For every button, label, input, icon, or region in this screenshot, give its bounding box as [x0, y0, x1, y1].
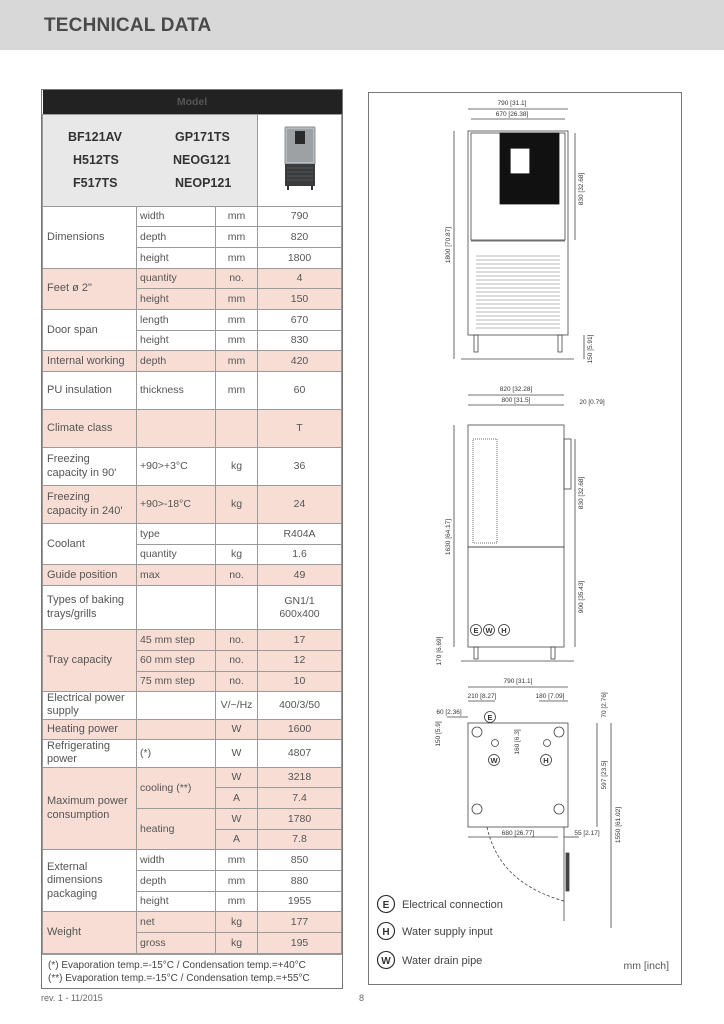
connection-symbols: [471, 625, 510, 636]
spec-group-label: Freezing capacity in 240': [43, 486, 137, 524]
spec-unit: kg: [216, 912, 258, 933]
spec-param: quantity: [137, 544, 216, 565]
spec-param: height: [137, 330, 216, 351]
model-code: BF121AV: [68, 130, 122, 144]
spec-row: [43, 524, 342, 545]
spec-group-label: Types of baking trays/grills: [43, 586, 137, 630]
spec-param: depth: [137, 351, 216, 372]
spec-value: 820: [258, 227, 342, 248]
spec-value: 7.4: [258, 788, 342, 809]
spec-unit: [216, 586, 258, 630]
spec-value: 1.6: [258, 544, 342, 565]
spec-unit: V/~/Hz: [216, 692, 258, 719]
spec-row: [43, 448, 342, 486]
spec-param: 60 mm step: [137, 650, 216, 671]
spec-row: [43, 630, 342, 651]
spec-group-label: Dimensions: [43, 206, 137, 268]
dim-label: 60 [2.36]: [436, 709, 462, 716]
spec-row: [43, 565, 342, 586]
spec-unit: mm: [216, 206, 258, 227]
spec-unit: no.: [216, 268, 258, 289]
dim-label: 55 [2.17]: [574, 830, 600, 837]
svg-text:W: W: [490, 756, 498, 765]
technical-drawing: [368, 92, 682, 985]
spec-value: 400/3/50: [258, 692, 342, 719]
spec-unit: W: [216, 740, 258, 767]
spec-row: [43, 719, 342, 740]
svg-text:H: H: [501, 626, 507, 635]
spec-value: 177: [258, 912, 342, 933]
spec-row: [43, 206, 342, 227]
spec-param: depth: [137, 871, 216, 892]
spec-value: R404A: [258, 524, 342, 545]
spec-unit: [216, 410, 258, 448]
spec-unit: mm: [216, 372, 258, 410]
product-image: [258, 115, 342, 207]
spec-unit: W: [216, 767, 258, 788]
spec-group-label: Electrical power supply: [43, 692, 137, 719]
legend: [378, 896, 670, 973]
dim-label: 800 [31.5]: [501, 397, 531, 404]
dim-label: 790 [31.1]: [503, 678, 533, 685]
spec-row: [43, 351, 342, 372]
spec-value: 150: [258, 289, 342, 310]
spec-group-label: Heating power: [43, 719, 137, 740]
legend-symbol-letter: H: [382, 927, 390, 938]
spec-param: depth: [137, 227, 216, 248]
spec-unit: kg: [216, 544, 258, 565]
spec-group-label: Guide position: [43, 565, 137, 586]
spec-group-label: Internal working: [43, 351, 137, 372]
dim-label: 170 [6.69]: [436, 636, 443, 666]
spec-value: 850: [258, 850, 342, 871]
spec-value: 36: [258, 448, 342, 486]
spec-unit: no.: [216, 650, 258, 671]
spec-unit: kg: [216, 448, 258, 486]
spec-row: [43, 586, 342, 630]
spec-group-label: Freezing capacity in 90': [43, 448, 137, 486]
dim-label: 70 [2.76]: [601, 692, 608, 718]
spec-value: 1955: [258, 891, 342, 912]
dim-label: 180 [7.09]: [535, 693, 565, 700]
blast-chiller-icon: [258, 115, 342, 202]
spec-group-label: Door span: [43, 310, 137, 351]
spec-param: 75 mm step: [137, 671, 216, 692]
spec-param: [137, 692, 216, 719]
spec-unit: A: [216, 829, 258, 850]
spec-unit: mm: [216, 227, 258, 248]
spec-unit: W: [216, 809, 258, 830]
spec-param: +90>+3°C: [137, 448, 216, 486]
page-title: TECHNICAL DATA: [44, 15, 212, 36]
footnotes: [42, 954, 342, 988]
spec-unit: no.: [216, 671, 258, 692]
spec-value: 1600: [258, 719, 342, 740]
model-code: NEOG121: [173, 153, 231, 167]
page-header: [0, 0, 724, 50]
svg-text:H: H: [543, 756, 549, 765]
spec-value: 420: [258, 351, 342, 372]
svg-text:W: W: [485, 626, 493, 635]
spec-unit: mm: [216, 289, 258, 310]
svg-text:E: E: [487, 713, 493, 722]
spec-unit: kg: [216, 486, 258, 524]
legend-text: Water supply input: [402, 926, 493, 938]
spec-param: [137, 586, 216, 630]
model-code: F517TS: [73, 176, 118, 190]
spec-unit: A: [216, 788, 258, 809]
spec-param: (*): [137, 740, 216, 767]
spec-value: 24: [258, 486, 342, 524]
dim-label: 20 [0.79]: [579, 399, 605, 406]
dim-label: 1550 [61.02]: [615, 806, 622, 844]
spec-row: [43, 767, 342, 788]
spec-unit: no.: [216, 565, 258, 586]
spec-value: 790: [258, 206, 342, 227]
spec-unit: mm: [216, 850, 258, 871]
spec-group-label: Tray capacity: [43, 630, 137, 692]
model-title: Model: [43, 90, 342, 115]
spec-param: width: [137, 850, 216, 871]
spec-param: height: [137, 289, 216, 310]
spec-param: quantity: [137, 268, 216, 289]
spec-unit: mm: [216, 871, 258, 892]
spec-unit: mm: [216, 330, 258, 351]
legend-symbol-letter: E: [382, 900, 390, 911]
models-cell: [43, 115, 258, 207]
spec-param: [137, 719, 216, 740]
spec-group-label: Climate class: [43, 410, 137, 448]
drawing-svg: [369, 93, 681, 984]
spec-value: 7.8: [258, 829, 342, 850]
spec-row: [43, 692, 342, 719]
revision-label: rev. 1 - 11/2015: [41, 993, 103, 1003]
spec-value: T: [258, 410, 342, 448]
spec-param: height: [137, 247, 216, 268]
dim-label: 160 [6.3]: [514, 729, 521, 755]
dim-label: 900 [35.43]: [578, 580, 585, 614]
units-note: mm [inch]: [623, 960, 669, 972]
top-view: [447, 687, 611, 928]
spec-param: length: [137, 310, 216, 331]
model-code: GP171TS: [175, 130, 230, 144]
dim-label: 830 [32.68]: [578, 476, 585, 510]
spec-value: GN1/1 600x400: [258, 586, 342, 630]
spec-param: heating: [137, 809, 216, 850]
legend-text: Electrical connection: [402, 899, 503, 911]
spec-group-label: PU insulation: [43, 372, 137, 410]
spec-group-label: Maximum power consumption: [43, 767, 137, 850]
legend-symbol-letter: W: [381, 956, 391, 967]
model-code: H512TS: [73, 153, 119, 167]
dim-label: 670 [26.38]: [495, 111, 529, 118]
dim-label: 820 [32.28]: [499, 386, 533, 393]
spec-value: 830: [258, 330, 342, 351]
spec-unit: mm: [216, 310, 258, 331]
spec-row: [43, 486, 342, 524]
spec-param: height: [137, 891, 216, 912]
spec-param: gross: [137, 933, 216, 954]
spec-row: [43, 740, 342, 767]
spec-value: 17: [258, 630, 342, 651]
spec-group-label: Coolant: [43, 524, 137, 565]
spec-unit: [216, 524, 258, 545]
spec-value: 670: [258, 310, 342, 331]
spec-value: 3218: [258, 767, 342, 788]
dim-label: 830 [32.68]: [578, 172, 585, 206]
spec-unit: mm: [216, 351, 258, 372]
footnote: (**) Evaporation temp.=-15°C / Condensation temp.=+55°C: [48, 972, 310, 984]
spec-unit: mm: [216, 891, 258, 912]
page-number: 8: [359, 993, 365, 1003]
dim-label: 1800 [70.87]: [445, 226, 452, 264]
spec-param: +90>-18°C: [137, 486, 216, 524]
spec-group-label: Refrigerating power: [43, 740, 137, 767]
spec-unit: mm: [216, 247, 258, 268]
spec-value: 4: [258, 268, 342, 289]
spec-param: cooling (**): [137, 767, 216, 808]
spec-value: 195: [258, 933, 342, 954]
spec-value: 4807: [258, 740, 342, 767]
spec-param: [137, 410, 216, 448]
spec-table: [41, 89, 343, 989]
spec-group-label: Feet ø 2": [43, 268, 137, 309]
spec-param: net: [137, 912, 216, 933]
spec-param: 45 mm step: [137, 630, 216, 651]
spec-value: 49: [258, 565, 342, 586]
spec-row: [43, 310, 342, 331]
spec-unit: kg: [216, 933, 258, 954]
spec-group-label: Weight: [43, 912, 137, 953]
dim-label: 210 [8.27]: [467, 693, 497, 700]
spec-param: type: [137, 524, 216, 545]
spec-row: [43, 912, 342, 933]
dim-label: 790 [31.1]: [497, 100, 527, 107]
spec-param: max: [137, 565, 216, 586]
dim-label: 150 [5.9]: [435, 721, 442, 747]
spec-row: [43, 372, 342, 410]
spec-value: 10: [258, 671, 342, 692]
svg-text:E: E: [473, 626, 479, 635]
dim-label: 150 [5.91]: [587, 334, 594, 364]
spec-unit: W: [216, 719, 258, 740]
dim-label: 1630 [64.17]: [445, 518, 452, 556]
spec-value: 60: [258, 372, 342, 410]
front-view: [454, 109, 584, 359]
dim-label: 680 [26.77]: [501, 830, 535, 837]
spec-value: 12: [258, 650, 342, 671]
footnote: (*) Evaporation temp.=-15°C / Condensation temp.=+40°C: [48, 959, 306, 971]
spec-unit: no.: [216, 630, 258, 651]
spec-value: 1780: [258, 809, 342, 830]
spec-value: 1800: [258, 247, 342, 268]
spec-group-label: External dimensions packaging: [43, 850, 137, 912]
spec-param: width: [137, 206, 216, 227]
model-code: NEOP121: [175, 176, 232, 190]
spec-row: [43, 268, 342, 289]
side-view: [454, 395, 575, 661]
spec-row: [43, 850, 342, 871]
legend-text: Water drain pipe: [402, 955, 483, 967]
spec-param: thickness: [137, 372, 216, 410]
dim-label: 597 [23.5]: [601, 760, 608, 790]
spec-row: [43, 410, 342, 448]
spec-value: 880: [258, 871, 342, 892]
